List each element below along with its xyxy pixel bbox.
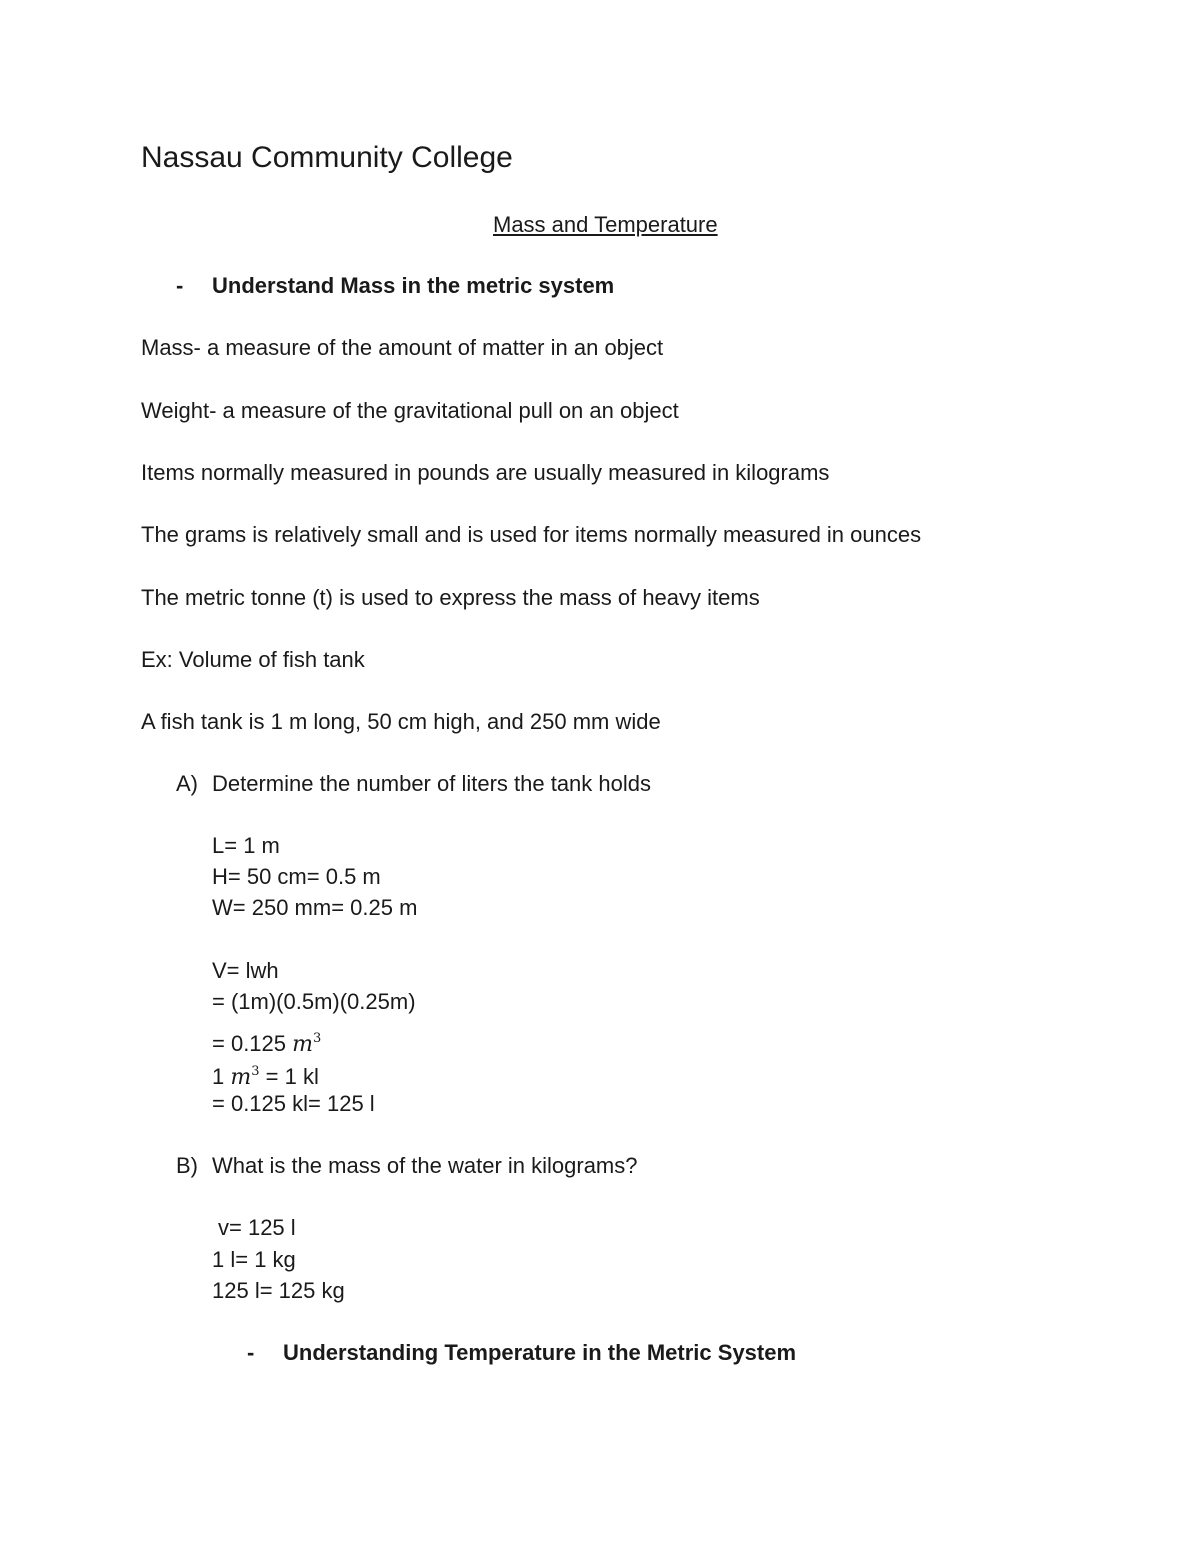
part-b-result: 125 l= 125 kg (212, 1278, 345, 1303)
paragraph-tonne: The metric tonne (t) is used to express the mass of heavy items (141, 585, 760, 610)
document-subtitle: Mass and Temperature (493, 212, 718, 237)
section-heading-temperature: Understanding Temperature in the Metric System (283, 1340, 797, 1365)
part-a-volume-substitution: = (1m)(0.5m)(0.25m) (212, 989, 416, 1014)
paragraph-weight: Weight- a measure of the gravitational pull on an object (141, 398, 679, 423)
paragraph-tank: A fish tank is 1 m long, 50 cm high, and 250 mm wide (141, 709, 661, 734)
part-a-length: L= 1 m (212, 833, 280, 858)
document-title: Nassau Community College (141, 141, 513, 174)
cubic-meter-symbol: $m^3$ (292, 1031, 322, 1057)
part-b-label: B) (176, 1153, 198, 1178)
part-a-liters-result: = 0.125 kl= 125 l (212, 1091, 375, 1116)
part-a-conversion-suffix: = 1 kl (265, 1064, 319, 1089)
part-a-width: W= 250 mm= 0.25 m (212, 895, 418, 920)
part-a-conversion (212, 1059, 319, 1091)
paragraph-grams: The grams is relatively small and is used for items normally measured in ounces (141, 522, 922, 547)
part-a-conversion-prefix: 1 (212, 1064, 225, 1089)
part-a-volume-result (212, 1026, 321, 1058)
part-b-rule: 1 l= 1 kg (212, 1247, 296, 1272)
bullet-dash: - (176, 273, 184, 298)
part-a-height: H= 50 cm= 0.5 m (212, 864, 381, 889)
paragraph-mass: Mass- a measure of the amount of matter in an object (141, 335, 664, 360)
part-b-volume: v= 125 l (218, 1215, 296, 1240)
section-heading-mass: Understand Mass in the metric system (212, 273, 615, 298)
paragraph-pounds: Items normally measured in pounds are usually measured in kilograms (141, 460, 830, 485)
cubic-meter-symbol: $m^3$ (230, 1064, 260, 1090)
part-a-volume-value: = 0.125 (212, 1031, 287, 1056)
bullet-dash: - (247, 1340, 255, 1365)
part-b-question: What is the mass of the water in kilograms? (212, 1153, 638, 1178)
part-a-question: Determine the number of liters the tank holds (212, 771, 652, 796)
part-a-volume-formula: V= lwh (212, 958, 279, 983)
part-a-label: A) (176, 771, 198, 796)
paragraph-example: Ex: Volume of fish tank (141, 647, 365, 672)
